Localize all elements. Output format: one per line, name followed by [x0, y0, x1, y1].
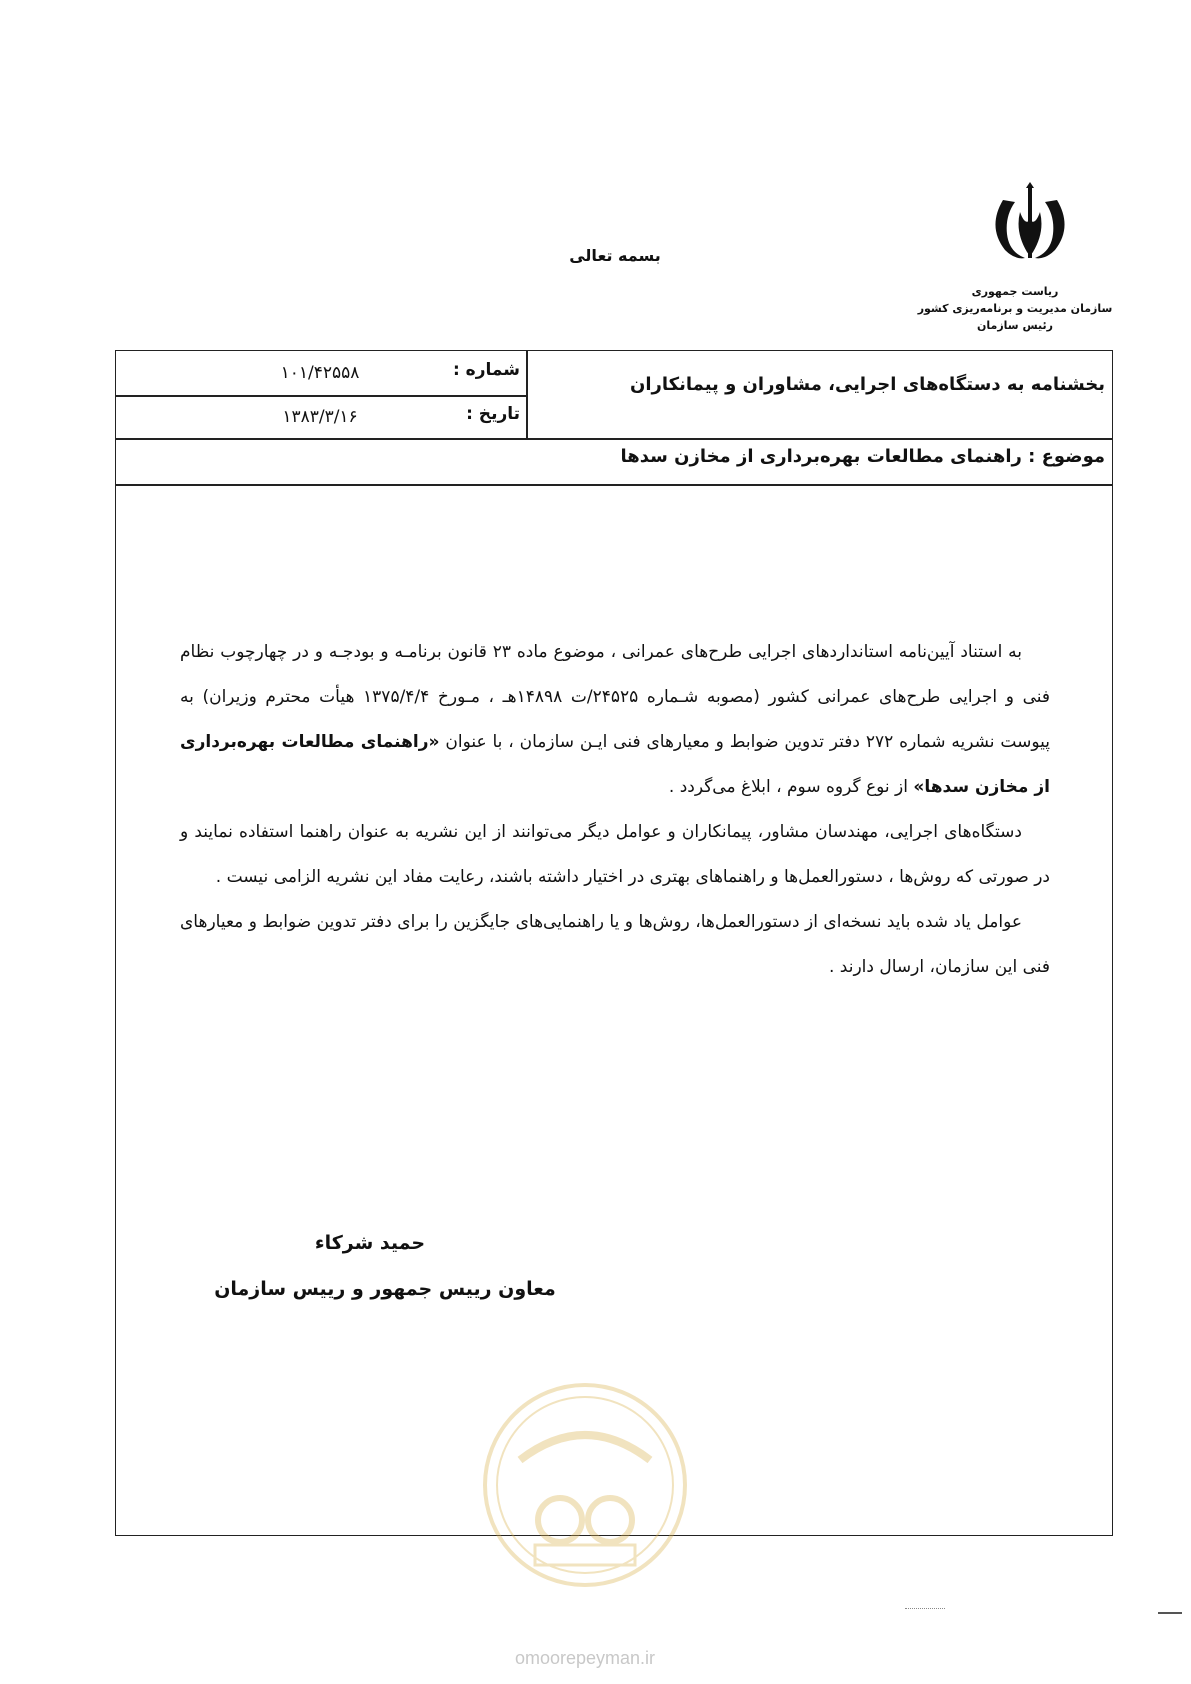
paragraph-1-text: به استناد آیین‌نامه استانداردهای اجرایی طرح‌های عمرانی ، موضوع ماده ۲۳ قانون برنامـه و بودجـه و در چهارچوب نظام فنی و اجرایی طرح‌های عمرانی کشور (مصوبه شـماره ۲۴۵۲۵/ت ۱۴۸۹۸هـ ، مـورخ ۱۳۷۵/۴/۴ هیأت محترم وزیران) به پیوست نشریه شماره ۲۷۲ دفتر تدوین ضوابط و معیارهای فنی ایـن سازمان ، با عنوان [180, 642, 1051, 752]
paragraph-1-end: از نوع گروه سوم ، ابلاغ می‌گردد . [668, 777, 908, 797]
watermark-seal-icon [480, 1380, 690, 1590]
paragraph-3: عوامل یاد شده باید نسخه‌ای از دستورالعمل‌ها، روش‌ها و یا راهنمایی‌های جایگزین را برای دفتر تدوین ضوابط و معیارهای فنی این سازمان، ارسال دارند . [180, 912, 1050, 977]
org-line-2: سازمان مدیریت و برنامه‌ریزی کشور [917, 302, 1113, 315]
signatory-title: معاون رییس جمهور و رییس سازمان [214, 1278, 556, 1300]
number-value: ۱۰۱/۴۲۵۵۸ [280, 363, 360, 383]
signatory-name: حمید شرکاء [314, 1232, 426, 1254]
org-line-3: رئیس سازمان [977, 319, 1053, 332]
date-label: تاریخ : [466, 404, 520, 424]
number-label: شماره : [452, 360, 520, 380]
subject-divider [115, 484, 1113, 486]
meta-divider [115, 395, 526, 397]
bismillah: بسمه تعالی [569, 246, 661, 265]
publication-title: «راهنمای مطالعات بهره‌برداری از مخازن سدها» [180, 732, 1050, 797]
header-column-divider [526, 350, 528, 439]
date-value: ۱۳۸۳/۳/۱۶ [282, 407, 358, 427]
paragraph-1 [180, 630, 1050, 810]
header-divider [115, 438, 1113, 440]
org-line-1: ریاست جمهوری [971, 285, 1059, 298]
iran-emblem-icon [985, 182, 1075, 272]
watermark-site: omoorepeyman.ir [514, 1648, 656, 1668]
scan-mark [905, 1608, 945, 1610]
edge-mark [1158, 1612, 1182, 1614]
addressee: بخشنامه به دستگاه‌های اجرایی، مشاوران و پیمانکاران [630, 374, 1105, 395]
letter-body [180, 630, 1050, 990]
paragraph-2: دستگاه‌های اجرایی، مهندسان مشاور، پیمانکاران و عوامل دیگر می‌توانند از این نشریه به عنوان راهنما استفاده نمایند و در صورتی که روش‌ها ، دستورالعمل‌ها و راهنماهای بهتری در اختیار داشته باشند، رعایت مفاد این نشریه الزامی نیست . [180, 822, 1050, 887]
subject-line: موضوع : راهنمای مطالعات بهره‌برداری از مخازن سدها [620, 446, 1105, 467]
